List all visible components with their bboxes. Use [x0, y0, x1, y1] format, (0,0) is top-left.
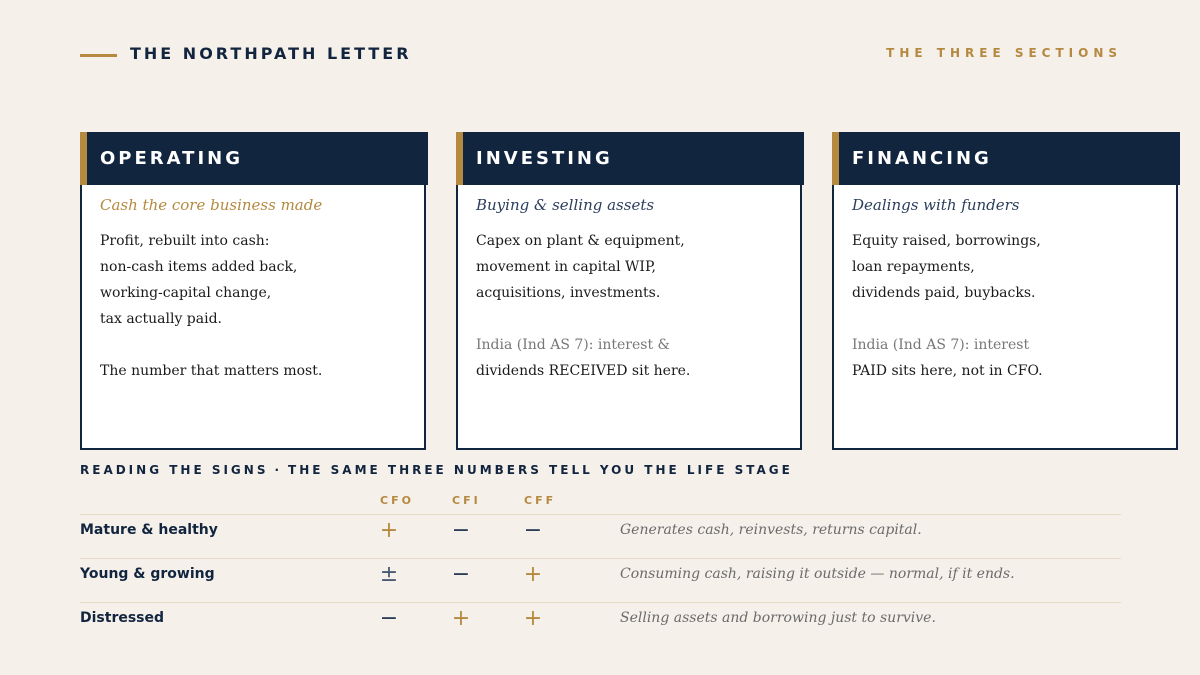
card-title: INVESTING: [476, 148, 613, 169]
card-note: PAID sits here, not in CFO.: [852, 363, 1043, 379]
column-header-cfo: CFO: [380, 494, 414, 507]
card-line: non-cash items added back,: [100, 259, 298, 275]
card-line: Profit, rebuilt into cash:: [100, 233, 270, 249]
card-line: Equity raised, borrowings,: [852, 233, 1041, 249]
card-note-muted: India (Ind AS 7): interest: [852, 337, 1030, 353]
card-title: FINANCING: [852, 148, 992, 169]
card-financing: [832, 132, 1178, 450]
card-line: working-capital change,: [100, 285, 272, 301]
card-line: tax actually paid.: [100, 311, 223, 327]
card-note: dividends RECEIVED sit here.: [476, 363, 691, 379]
header-accent-rule: [80, 54, 117, 57]
row-description: Generates cash, reinvests, returns capital.: [620, 522, 922, 538]
row-description: Consuming cash, raising it outside — normal, if it ends.: [620, 566, 1015, 582]
card-accent-bar: [832, 132, 839, 185]
row-divider: [80, 558, 1121, 559]
signs-heading-left: READING THE SIGNS: [80, 463, 269, 477]
signs-heading-separator: ·: [274, 463, 283, 477]
card-header: [80, 132, 428, 185]
card-investing: [456, 132, 802, 450]
card-note-muted: India (Ind AS 7): interest &: [476, 337, 670, 353]
card-subtitle: Dealings with funders: [852, 196, 1020, 214]
card-subtitle: Buying & selling assets: [476, 196, 655, 214]
card-line: dividends paid, buybacks.: [852, 285, 1036, 301]
row-label-distressed: Distressed: [80, 610, 165, 626]
card-header: [832, 132, 1180, 185]
sign-cff: −: [523, 518, 543, 543]
card-body: [852, 228, 1043, 384]
card-header: [456, 132, 804, 185]
sign-cfi: −: [451, 562, 471, 587]
card-subtitle: Cash the core business made: [100, 196, 323, 214]
row-divider: [80, 514, 1121, 515]
row-description: Selling assets and borrowing just to survive.: [620, 610, 936, 626]
sign-cff: +: [523, 562, 543, 587]
card-body: [476, 228, 690, 384]
signs-heading-right: THE SAME THREE NUMBERS TELL YOU THE LIFE STAGE: [288, 463, 793, 477]
card-note: The number that matters most.: [100, 363, 323, 379]
signs-heading: [80, 463, 793, 477]
sign-cfo: +: [379, 518, 399, 543]
column-header-cfi: CFI: [452, 494, 481, 507]
section-tag: THE THREE SECTIONS: [886, 46, 1122, 60]
sign-cfi: +: [451, 606, 471, 631]
card-line: movement in capital WIP,: [476, 259, 656, 275]
card-body: [100, 228, 322, 384]
brand-title: THE NORTHPATH LETTER: [130, 44, 412, 63]
column-header-cff: CFF: [524, 494, 557, 507]
row-label-mature: Mature & healthy: [80, 522, 218, 538]
card-title: OPERATING: [100, 148, 243, 169]
card-operating: [80, 132, 426, 450]
card-accent-bar: [80, 132, 87, 185]
row-label-young: Young & growing: [80, 566, 215, 582]
sign-cff: +: [523, 606, 543, 631]
row-divider: [80, 602, 1121, 603]
sign-cfi: −: [451, 518, 471, 543]
card-line: loan repayments,: [852, 259, 975, 275]
card-accent-bar: [456, 132, 463, 185]
sign-cfo: −: [379, 606, 399, 631]
sign-cfo: ±: [379, 562, 399, 587]
card-line: Capex on plant & equipment,: [476, 233, 685, 249]
card-line: acquisitions, investments.: [476, 285, 661, 301]
